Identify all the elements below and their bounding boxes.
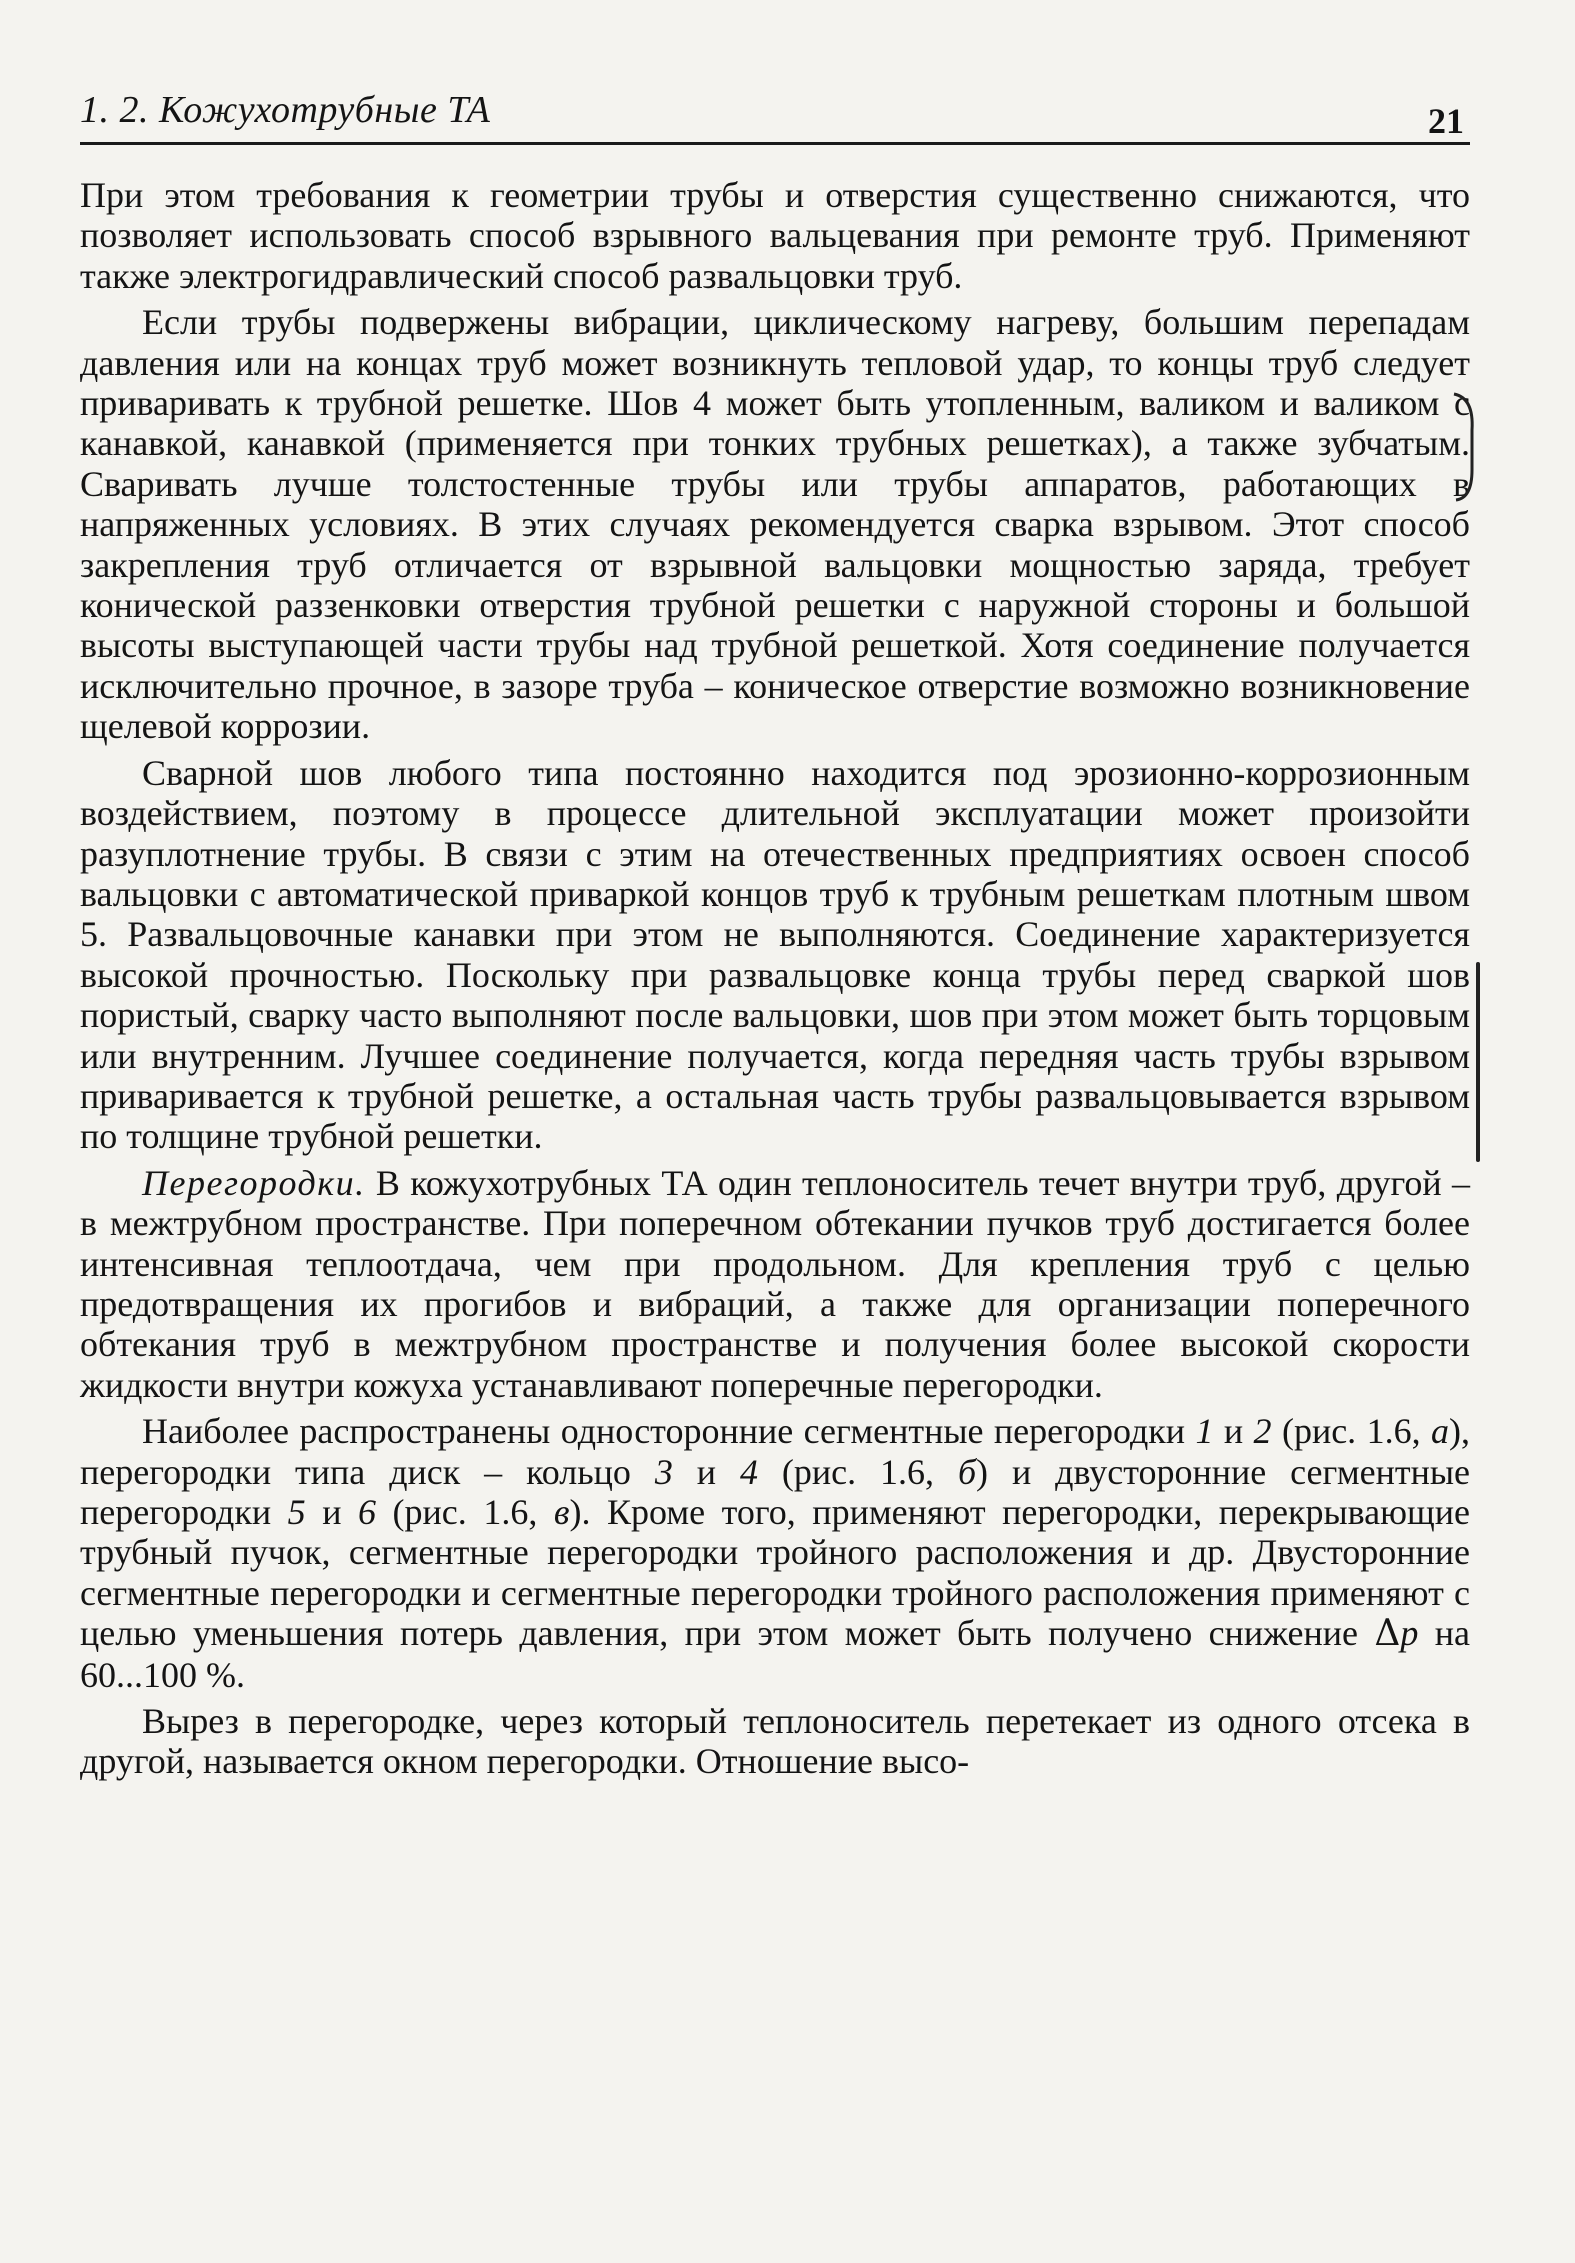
paragraph-6: Вырез в перегородке, через который теплоноситель перетекает из одного отсека в другой, называется окном перегородки. Отношение высо- [80, 1701, 1470, 1782]
text-run: Наиболее распространены односторонние сегментные перегородки [142, 1411, 1196, 1452]
ref-number: 5 [287, 1492, 306, 1532]
text-run: ), перегородки типа диск – кольцо [80, 1411, 1471, 1492]
text-run: (рис. 1.6, [757, 1451, 958, 1492]
figure-letter: б [957, 1451, 977, 1492]
paragraph-3: Сварной шов любого типа постоянно находится под эрозионно-коррозионным воздействием, поэтому в процессе длительной эксплуатации может произойти разуплотнение трубы. В связи с этим на отечественных предприятиях освоен способ вальцовки с автоматической приваркой концов труб к трубным решеткам плотным швом 5. Развальцовочные канавки при этом не выполняются. Соединение характеризуется высокой прочностью. Поскольку при развальцовке конца трубы перед сваркой шов пористый, сварку часто выполняют после вальцовки, шов при этом может быть торцовым или внутренним. Лучшее соединение получается, когда передняя часть трубы взрывом приваривается к трубной решетке, а остальная часть трубы развальцовывается взрывом по толщине трубной решетки. [80, 752, 1470, 1157]
text-run: ) и двусторонние сегментные перегородки [80, 1451, 1471, 1532]
text-run: и [1213, 1411, 1254, 1452]
page-number: 21 [1428, 101, 1464, 141]
text-run: и [305, 1492, 359, 1532]
paragraph-2: Если трубы подвержены вибрации, циклическому нагреву, большим перепадам давления или на концах труб может возникнуть тепловой удар, то концы труб следует приваривать к трубной решетке. Шов 4 может быть утопленным, валиком и валиком с канавкой, канавкой (применяется при тонких трубных решетках), а также зубчатым. Сваривать лучше толстостенные трубы или трубы аппаратов, работающих в напряженных условиях. В этих случаях рекомендуется сварка взрывом. Этот способ закрепления труб отличается от взрывной вальцовки мощностью заряда, требует конической раззенковки отверстия трубной решетки с наружной стороны и большой высоты выступающей части трубы над трубной решеткой. Хотя соединение получается исключительно прочное, в зазоре труба – коническое отверстие возможно возникновение щелевой коррозии. [80, 302, 1470, 747]
subheading-partitions: Перегородки. [142, 1162, 366, 1203]
ref-number: 2 [1253, 1411, 1272, 1452]
section-title: 1. 2. Кожухотрубные ТА [80, 89, 491, 131]
ref-number: 6 [358, 1492, 377, 1532]
delta-symbol: Δ [1374, 1613, 1401, 1655]
paragraph-5 [80, 1411, 1470, 1695]
text-run: (рис. 1.6, [376, 1492, 554, 1532]
text-run: на 60...100 %. [80, 1613, 1470, 1695]
ref-number: 4 [739, 1451, 758, 1492]
paragraph-4 [80, 1163, 1470, 1405]
text-run: (рис. 1.6, [1271, 1411, 1432, 1452]
body-text [80, 175, 1470, 1782]
running-header [80, 80, 1470, 145]
page [80, 80, 1470, 1788]
text-run: и [672, 1451, 740, 1492]
margin-vertical-mark [1468, 960, 1488, 1170]
paragraph-1: При этом требования к геометрии трубы и отверстия существенно снижаются, что позволяет использовать способ взрывного вальцевания при ремонте труб. Применяют также электрогидравлический способ развальцовки труб. [80, 175, 1470, 296]
ref-number: 1 [1195, 1411, 1214, 1452]
figure-letter: а [1431, 1411, 1450, 1452]
pressure-variable: p [1400, 1613, 1419, 1654]
ref-number: 3 [654, 1451, 673, 1492]
text-run: ). Кроме того, применяют перегородки, перекрывающие трубный пучок, сегментные перегородки тройного расположения и др. Двусторонние сегментные перегородки и сегментные перегородки тройного расположения применяют с целью уменьшения потерь давления, при этом может быть получено снижение [80, 1492, 1471, 1654]
paragraph-4-text: В кожухотрубных ТА один теплоноситель течет внутри труб, другой – в межтрубном пространстве. При поперечном обтекании пучков труб достигается более интенсивная теплоотдача, чем при продольном. Для крепления труб с целью предотвращения их прогибов и вибраций, а также для организации поперечного обтекания труб в межтрубном пространстве и получения более высокой скорости жидкости внутри кожуха устанавливают поперечные перегородки. [80, 1162, 1471, 1405]
figure-letter: в [553, 1492, 570, 1532]
